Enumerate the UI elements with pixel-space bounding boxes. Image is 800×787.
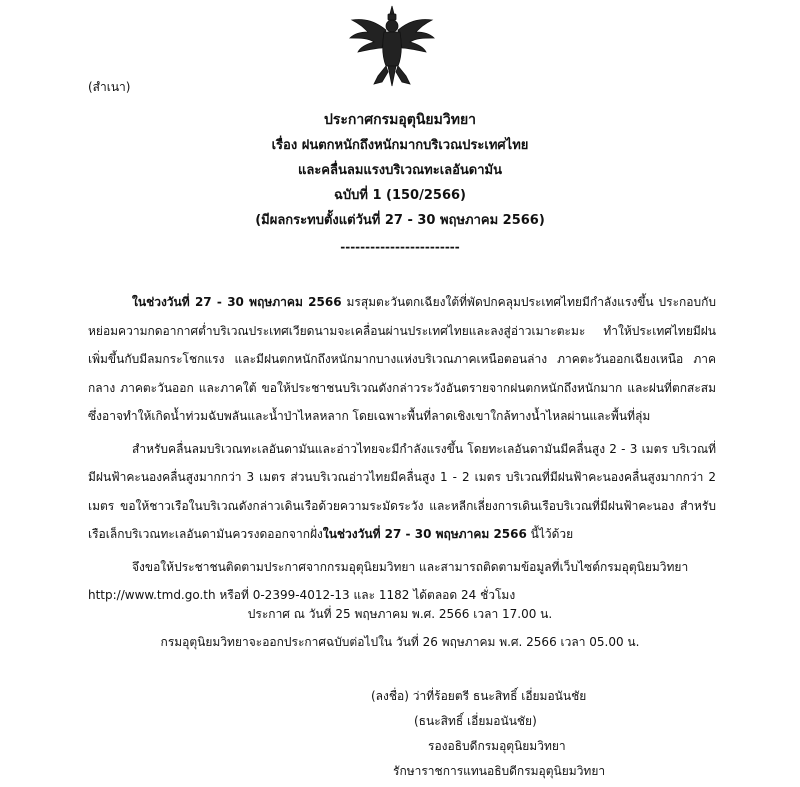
- signer-acting: รักษาราชการแทนอธิบดีกรมอุตุนิยมวิทยา: [393, 764, 606, 778]
- subject-line-2: และคลื่นลมแรงบริเวณทะเลอันดามัน: [297, 163, 502, 178]
- paragraph-forecast-period: ในช่วงวันที่ 27 - 30 พฤษภาคม 2566: [132, 295, 342, 309]
- paragraph-forecast-text: มรสุมตะวันตกเฉียงใต้ที่พัดปกคลุมประเทศไทยมีกำลังแรงขึ้น ประกอบกับหย่อมความกดอากาศต่ำบริเวณประเทศเวียดนามจะเคลื่อนผ่านประเทศไทยและลงสู่อ่าวเมาะตะมะ ทำให้ประเทศไทยมีฝนเพิ่มขึ้นกับมีลมกระโชกแรง และมีฝนตกหนักถึงหนักมากบางแห่งบริเวณภาคเหนือตอนล่าง ภาคตะวันออกเฉียงเหนือ ภาคกลาง ภาคตะวันออก และภาคใต้ ขอให้ประชาชนบริเวณดังกล่าวระวังอันตรายจากฝนตกหนักถึงหนักมาก และฝนที่ตกสะสมซึ่งอาจทำให้เกิดน้ำท่วมฉับพลันและน้ำป่าไหลหลาก โดยเฉพาะพื้นที่ลาดเชิงเขาใกล้ทางน้ำไหลผ่านและพื้นที่ลุ่ม: [88, 295, 716, 423]
- subject-line-1: เรื่อง ฝนตกหนักถึงหนักมากบริเวณประเทศไทย: [271, 138, 529, 153]
- paragraph-marine-period: ในช่วงวันที่ 27 - 30 พฤษภาคม 2566: [322, 527, 527, 541]
- signed-line: (ลงชื่อ) ว่าที่ร้อยตรี ธนะสิทธิ์ เอี่ยมอนันชัย: [371, 689, 587, 703]
- paragraph-marine-tail: นี้ไว้ด้วย: [526, 527, 574, 541]
- paragraph-follow-line-2: http://www.tmd.go.th หรือที่ 0-2399-4012-13 และ 1182 ได้ตลอด 24 ชั่วโมง: [88, 588, 516, 602]
- garuda-emblem-icon: [346, 4, 438, 88]
- signer-name: (ธนะสิทธิ์ เอี่ยมอนันชัย): [414, 714, 537, 728]
- paragraph-marine: [88, 435, 716, 549]
- announcement-title: ประกาศกรมอุตุนิยมวิทยา: [323, 112, 477, 128]
- document-header: [0, 108, 800, 260]
- copy-label: (สำเนา): [88, 80, 131, 94]
- announced-at: ประกาศ ณ วันที่ 25 พฤษภาคม พ.ศ. 2566 เวลา 17.00 น.: [247, 607, 553, 621]
- signature-block: [0, 684, 800, 784]
- next-issue: กรมอุตุนิยมวิทยาจะออกประกาศฉบับต่อไปใน วันที่ 26 พฤษภาคม พ.ศ. 2566 เวลา 05.00 น.: [160, 635, 640, 649]
- paragraph-follow-line-1: จึงขอให้ประชาชนติดตามประกาศจากกรมอุตุนิยมวิทยา และสามารถติดตามข้อมูลที่เว็บไซต์กรมอุตุนิยมวิทยา: [132, 559, 689, 574]
- issue-info: [0, 600, 800, 656]
- paragraph-forecast: [88, 288, 716, 431]
- effective-period: (มีผลกระทบตั้งแต่วันที่ 27 - 30 พฤษภาคม 2566): [255, 213, 545, 228]
- paragraph-marine-text: สำหรับคลื่นลมบริเวณทะเลอันดามันและอ่าวไทยจะมีกำลังแรงขึ้น โดยทะเลอันดามันมีคลื่นสูง 2 - 3 เมตร บริเวณที่มีฝนฟ้าคะนองคลื่นสูงมากกว่า 3 เมตร ส่วนบริเวณอ่าวไทยมีคลื่นสูง 1 - 2 เมตร บริเวณที่มีฝนฟ้าคะนองคลื่นสูงมากกว่า 2 เมตร ขอให้ชาวเรือในบริเวณดังกล่าวเดินเรือด้วยความระมัดระวัง และหลีกเลี่ยงการเดินเรือบริเวณที่มีฝนฟ้าคะนอง สำหรับเรือเล็กบริเวณทะเลอันดามันควรงดออกจากฝั่ง: [88, 441, 716, 541]
- issue-number: ฉบับที่ 1 (150/2566): [334, 188, 466, 203]
- header-divider: ------------------------: [340, 240, 460, 254]
- signer-position: รองอธิบดีกรมอุตุนิยมวิทยา: [428, 739, 566, 753]
- document-body: [88, 288, 716, 610]
